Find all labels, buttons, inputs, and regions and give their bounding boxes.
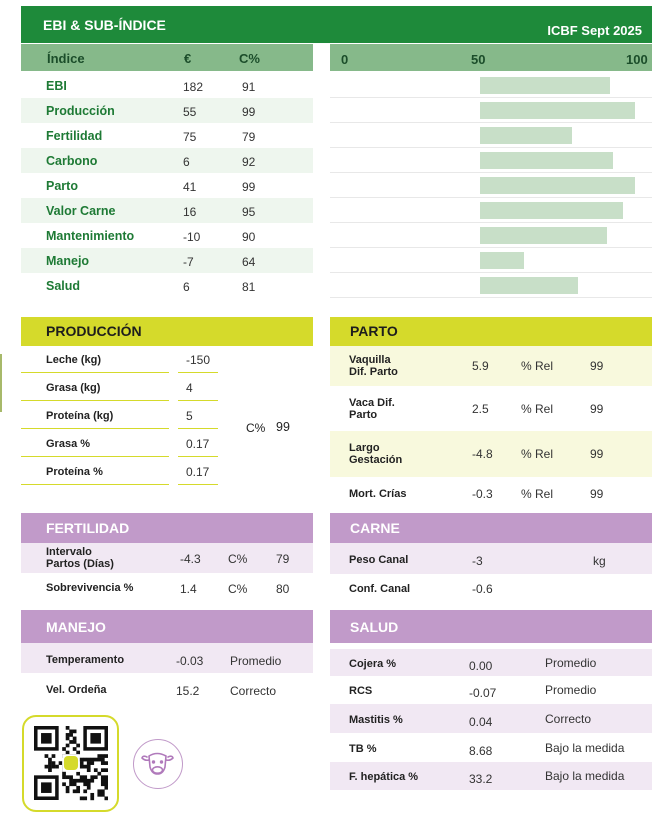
produccion-row-label: Grasa % [46, 438, 91, 450]
salud-row-label: Cojera % [349, 657, 397, 670]
col-euro: € [184, 51, 192, 66]
parto-row-unit: % Rel [521, 402, 554, 416]
manejo-row-value: 15.2 [176, 684, 200, 698]
carne-row-unit: kg [593, 554, 606, 568]
salud-row-value: 0.00 [469, 658, 493, 673]
index-bar [480, 177, 635, 194]
index-row-euro: 182 [183, 80, 204, 94]
parto-row-label-1: Mort. Crías [349, 488, 407, 500]
index-row-c: 81 [242, 280, 256, 294]
index-row-euro: 16 [183, 205, 197, 219]
produccion-row-label: Proteína % [46, 466, 103, 478]
salud-title: SALUD [350, 619, 399, 635]
produccion-row-value: 5 [186, 409, 193, 423]
index-row-c: 99 [242, 105, 256, 119]
salud-row-desc: Bajo la medida [545, 740, 625, 755]
fertilidad-row-c: 80 [276, 582, 290, 596]
produccion-value-underline [178, 428, 218, 429]
edge-marker [0, 354, 2, 412]
carne-row-label: Conf. Canal [349, 583, 411, 595]
carne-row-value: -3 [472, 554, 483, 568]
manejo-row-label: Vel. Ordeña [46, 684, 107, 696]
produccion-row-underline [21, 400, 169, 401]
cow-icon [133, 739, 183, 789]
produccion-row-label: Leche (kg) [46, 354, 102, 366]
index-bar [480, 102, 635, 119]
produccion-title: PRODUCCIÓN [46, 323, 142, 339]
index-bar [480, 77, 610, 94]
carne-title: CARNE [350, 520, 400, 536]
salud-header [330, 610, 652, 643]
index-row-label: EBI [46, 79, 67, 93]
carne-header [330, 513, 652, 543]
fertilidad-row-label-1: Sobrevivencia % [46, 582, 134, 594]
index-row-euro: 6 [183, 155, 190, 169]
fertilidad-row-value: 1.4 [180, 582, 197, 596]
grid-line [330, 147, 652, 148]
index-table-header [21, 44, 313, 71]
index-row-c: 79 [242, 130, 256, 144]
grid-line [330, 197, 652, 198]
salud-row-desc: Promedio [545, 655, 597, 670]
index-row-label: Manejo [46, 254, 90, 268]
produccion-row-underline [21, 484, 169, 485]
produccion-row-underline [21, 372, 169, 373]
produccion-value-underline [178, 372, 218, 373]
salud-row-label: TB % [349, 742, 377, 755]
produccion-c-value: 99 [276, 420, 290, 434]
produccion-row-underline [21, 428, 169, 429]
salud-row-label: Mastitis % [349, 713, 403, 726]
grid-line [330, 222, 652, 223]
index-row-c: 64 [242, 255, 256, 269]
salud-row-label: F. hepática % [349, 771, 419, 783]
produccion-value-underline [178, 456, 218, 457]
fertilidad-row-c: 79 [276, 552, 290, 566]
index-bar [480, 277, 578, 294]
salud-row-label: RCS [349, 685, 373, 697]
manejo-row-desc: Promedio [230, 654, 282, 668]
index-row-euro: 55 [183, 105, 197, 119]
header-date: ICBF Sept 2025 [547, 23, 642, 38]
parto-title: PARTO [350, 323, 398, 339]
index-row-label: Fertilidad [46, 129, 103, 143]
produccion-row-value: 0.17 [186, 437, 210, 451]
salud-row-value: 8.68 [469, 743, 493, 758]
salud-row-value: -0.07 [469, 686, 497, 700]
index-row-euro: -7 [183, 255, 194, 269]
scale-50: 50 [471, 52, 486, 67]
grid-line [330, 97, 652, 98]
index-bar [480, 127, 572, 144]
parto-row-unit: % Rel [521, 487, 554, 501]
parto-row-value: 5.9 [472, 359, 489, 373]
fertilidad-row-c-label: C% [228, 552, 248, 566]
produccion-value-underline [178, 484, 218, 485]
index-row-label: Valor Carne [46, 204, 116, 218]
salud-row-desc: Correcto [545, 711, 592, 726]
index-row-c: 92 [242, 155, 256, 169]
index-row-c: 95 [242, 205, 256, 219]
salud-row-desc: Bajo la medida [545, 769, 625, 783]
scale-0: 0 [341, 52, 349, 67]
salud-row-value: 33.2 [469, 772, 493, 786]
produccion-value-underline [178, 400, 218, 401]
grid-line [330, 122, 652, 123]
manejo-row-desc: Correcto [230, 684, 277, 698]
index-row-label: Salud [46, 279, 81, 293]
col-c: C% [239, 51, 260, 66]
parto-row-unit: % Rel [521, 359, 554, 373]
produccion-header [21, 317, 313, 346]
grid-line [330, 172, 652, 173]
parto-row-rel: 99 [590, 447, 604, 461]
scale-100: 100 [626, 52, 648, 67]
produccion-row-label: Grasa (kg) [46, 382, 101, 394]
parto-row-value: -0.3 [472, 487, 493, 501]
salud-row-desc: Promedio [545, 683, 597, 697]
fertilidad-header [21, 513, 313, 543]
salud-row-value: 0.04 [469, 714, 493, 729]
fertilidad-row-value: -4.3 [180, 552, 201, 566]
index-bar [480, 202, 623, 219]
produccion-c-label: C% [246, 421, 266, 435]
parto-row-label-1: Largo [349, 442, 380, 454]
produccion-row-value: 0.17 [186, 465, 210, 479]
index-row-euro: -10 [183, 230, 201, 244]
index-bar [480, 227, 607, 244]
manejo-row-value: -0.03 [176, 654, 204, 668]
parto-row-label-2: Gestación [349, 454, 403, 466]
index-row-c: 91 [242, 80, 256, 94]
parto-header [330, 317, 652, 346]
fertilidad-row-label-1: Intervalo [46, 546, 92, 558]
produccion-row-label: Proteína (kg) [46, 410, 114, 422]
manejo-row-label: Temperamento [46, 654, 125, 666]
parto-row-unit: % Rel [521, 447, 554, 461]
col-index: Índice [47, 51, 85, 66]
produccion-row-value: -150 [186, 353, 211, 367]
carne-row-value: -0.6 [472, 582, 493, 596]
index-row-c: 99 [242, 180, 256, 194]
fertilidad-row-c-label: C% [228, 582, 248, 596]
index-row-euro: 75 [183, 130, 197, 144]
index-row-label: Mantenimiento [46, 229, 135, 243]
index-row-label: Producción [46, 104, 115, 118]
parto-row-value: 2.5 [472, 402, 489, 416]
grid-line [330, 297, 652, 298]
parto-row-label-1: Vaca Dif. [349, 397, 395, 409]
parto-row-rel: 99 [590, 487, 604, 501]
index-bar [480, 152, 613, 169]
index-row-c: 90 [242, 230, 256, 244]
parto-row-rel: 99 [590, 359, 604, 373]
produccion-row-underline [21, 456, 169, 457]
qr-code-frame[interactable] [22, 715, 119, 812]
carne-row-label: Peso Canal [349, 554, 409, 566]
index-row-label: Parto [46, 179, 78, 193]
manejo-title: MANEJO [46, 619, 106, 635]
grid-line [330, 272, 652, 273]
index-row-label: Carbono [46, 154, 98, 168]
index-bar [480, 252, 524, 269]
fertilidad-row-label-2: Partos (Días) [46, 558, 114, 570]
grid-line [330, 247, 652, 248]
qr-code-icon[interactable] [34, 726, 108, 802]
index-row-euro: 41 [183, 180, 197, 194]
parto-row-value: -4.8 [472, 447, 493, 461]
parto-row-label-1: Vaquilla [349, 354, 391, 366]
produccion-row-value: 4 [186, 381, 193, 395]
fertilidad-title: FERTILIDAD [46, 520, 130, 536]
manejo-header [21, 610, 313, 643]
index-row-euro: 6 [183, 280, 190, 294]
parto-row-label-2: Dif. Parto [349, 366, 398, 378]
page-header [21, 6, 652, 43]
parto-row-label-2: Parto [349, 409, 378, 421]
page-title: EBI & SUB-ÍNDICE [43, 17, 166, 33]
scale-header [330, 44, 652, 71]
parto-row-rel: 99 [590, 402, 604, 416]
